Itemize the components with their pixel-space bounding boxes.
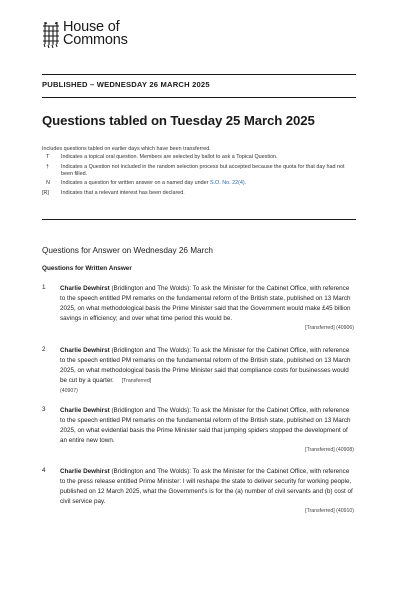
symbol-key-list [42, 154, 356, 199]
question-ref-number: (40906) [336, 324, 354, 331]
transferred-label: [Transferred] [305, 507, 335, 514]
question-ref-number: (40910) [336, 507, 354, 514]
question-body [60, 284, 354, 333]
header-divider [42, 97, 356, 98]
standing-order-link[interactable]: S.O. No. 22(4). [209, 180, 247, 187]
portcullis-icon [42, 22, 60, 48]
question-member: Charlie Dewhirst [60, 285, 110, 292]
key-row-topical [42, 154, 356, 161]
published-date: PUBLISHED – WEDNESDAY 26 MARCH 2025 [42, 80, 210, 89]
key-description: Indicates a topical oral question. Members are selected by ballot to ask a Topical Question. [61, 154, 278, 160]
question-body [60, 346, 354, 396]
logo-line-1: House of [63, 19, 120, 35]
question-ref-number: (40907) [60, 387, 78, 394]
question-text: (Bridlington and The Wolds): To ask the Minister for the Cabinet Office, with reference to the speech entitled PM remarks on the fundamental reform of the British state, published on 13 March 2025, on what methodological basis the Prime Minister said that the Government would make £45 billion savings in efficiency; and over what time period this would be. [60, 285, 351, 322]
logo-wordmark [63, 21, 128, 47]
question-text: (Bridlington and The Wolds): To ask the Minister for the Cabinet Office, with reference to the speech entitled PM remarks on the fundamental reform of the British state, published on 13 March 2025, on what methodological basis the Prime Minister said that compliance costs for businesses would be cut by a quarter. [60, 347, 351, 384]
key-description: Indicates that a relevant interest has been declared. [61, 189, 185, 196]
question-reference [60, 507, 354, 516]
key-row-relevant-interest [42, 190, 356, 197]
house-of-commons-logo [42, 21, 128, 48]
question-number: 4 [42, 467, 46, 474]
keys-divider [42, 219, 356, 220]
question-member: Charlie Dewhirst [60, 468, 110, 475]
transferred-label: [Transferred] [305, 324, 335, 331]
question-reference [60, 324, 354, 333]
question-body [60, 406, 354, 455]
section-subheading: Questions for Written Answer [42, 265, 132, 272]
question-body [60, 467, 354, 516]
question-reference [60, 446, 354, 455]
top-divider [42, 74, 356, 75]
question-number: 3 [42, 406, 46, 413]
logo-line-2: Commons [63, 32, 128, 48]
key-description-text: Indicates a question for written answer on a named day under [61, 180, 210, 187]
key-description: Indicates a Question not included in the random selection process but accepted because the quota for that day had not been filled. [61, 163, 345, 177]
key-symbol: † [46, 163, 49, 170]
page-title: Questions tabled on Tuesday 25 March 2025 [42, 113, 315, 128]
transferred-label: [Transferred] [305, 446, 335, 453]
transferred-label: [Transferred] [121, 377, 152, 384]
section-heading: Questions for Answer on Wednesday 26 March [42, 246, 213, 255]
key-row-dagger [42, 164, 356, 178]
question-text: (Bridlington and The Wolds): To ask the Minister for the Cabinet Office, with reference to the speech entitled PM remarks on the fundamental reform of the British state, published on 13 March 2025, on what evidential basis the Prime Minister said that jumping spiders stopped the development of an entire new town. [60, 407, 351, 444]
question-member: Charlie Dewhirst [60, 347, 110, 354]
intro-text: Includes questions tabled on earlier days which have been transferred. [42, 146, 211, 152]
key-symbol: N [46, 180, 50, 187]
question-ref-number: (40908) [336, 446, 354, 453]
key-symbol: [R] [42, 189, 49, 196]
key-description [61, 180, 356, 187]
question-number: 2 [42, 346, 46, 353]
key-row-named-day [42, 180, 356, 187]
question-text: (Bridlington and The Wolds): To ask the Minister for the Cabinet Office, with reference to the press release entitled Prime Minister: I will reshape the state to deliver security for working people, published on 12 March 2025, what the Government's is for the (a) number of civil servants and (b) cost of civil service pay. [60, 468, 353, 505]
question-member: Charlie Dewhirst [60, 407, 110, 414]
key-symbol: T [46, 154, 50, 160]
question-number: 1 [42, 284, 46, 291]
